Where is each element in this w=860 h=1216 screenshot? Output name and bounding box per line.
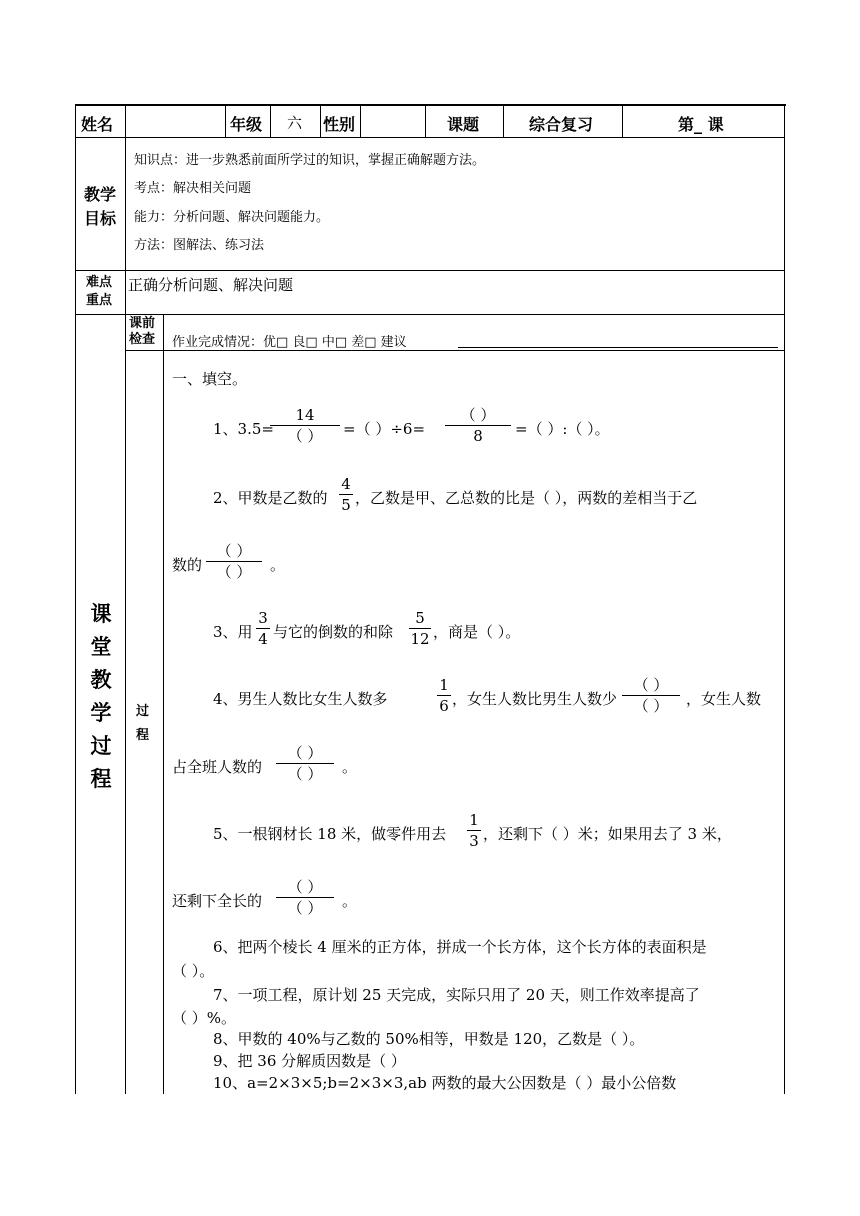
- q2-fraction-2: （ ） （ ）: [206, 542, 262, 581]
- goal-item: 知识点：进一步熟悉前面所学过的知识，掌握正确解题方法。: [134, 153, 486, 168]
- q2-text: 。: [270, 556, 286, 574]
- col-divider: [622, 104, 623, 137]
- grade-value: 六: [287, 114, 303, 132]
- q5-text: ，还剩下（ ）米；如果用去了 3 米，: [483, 825, 732, 843]
- topic-label: 课题: [447, 115, 480, 134]
- section-title: 一、填空。: [172, 370, 248, 388]
- q5-fraction-2: （ ） （ ）: [276, 878, 334, 917]
- q9-text: 9、把 36 分解质因数是（ ）: [213, 1052, 406, 1070]
- name-field[interactable]: [127, 106, 224, 136]
- goal-item: 方法：图解法、练习法: [134, 238, 265, 253]
- precheck-label: 课前 检查: [129, 316, 156, 347]
- q3-fraction-2: 5 12: [410, 609, 430, 648]
- grade-label: 年级: [230, 115, 263, 134]
- q4-text: ，女生人数: [686, 690, 762, 708]
- q1-fraction-1: 14 （ ）: [270, 406, 340, 445]
- col-divider: [125, 104, 126, 1094]
- q6-text: （ ）。: [172, 962, 215, 980]
- q4-text: 占全班人数的: [172, 758, 263, 776]
- col-divider: [270, 104, 271, 137]
- q2-text: 数的: [172, 556, 203, 574]
- q10-text: 10、a=2×3×5;b=2×3×3,ab 两数的最大公因数是（ ）最小公倍数: [213, 1074, 677, 1092]
- q2-fraction-1: 4 5: [339, 475, 353, 514]
- row-divider: [125, 350, 785, 351]
- goal-item: 考点：解决相关问题: [134, 181, 252, 196]
- process-main-label: 课 堂 教 学 过 程: [90, 602, 112, 791]
- table-border-left: [75, 104, 76, 1094]
- q7-text: （ ）%。: [172, 1009, 237, 1027]
- gender-label: 性别: [323, 115, 356, 134]
- topic-value: 综合复习: [529, 115, 594, 134]
- q4-text: 。: [342, 758, 358, 776]
- q3-fraction-1: 3 4: [256, 609, 270, 648]
- col-divider: [425, 104, 426, 137]
- suggestion-underline[interactable]: [458, 347, 778, 348]
- q2-text: 2、甲数是乙数的: [213, 489, 328, 507]
- q4-fraction-2: （ ） （ ）: [622, 676, 680, 715]
- q2-text: ，乙数是甲、乙总数的比是（ ），两数的差相当于乙: [355, 489, 698, 507]
- row-divider: [75, 137, 785, 138]
- goals-label: 教学 目标: [84, 185, 117, 228]
- q6-text: 6、把两个棱长 4 厘米的正方体，拼成一个长方体，这个长方体的表面积是: [213, 938, 707, 956]
- col-divider: [320, 104, 321, 137]
- table-border-right: [784, 104, 785, 1094]
- name-label: 姓名: [81, 115, 114, 134]
- col-divider: [163, 314, 164, 1094]
- row-divider: [75, 314, 785, 315]
- q4-fraction-3: （ ） （ ）: [276, 744, 334, 783]
- q3-text: 与它的倒数的和除: [273, 623, 394, 641]
- q7-text: 7、一项工程，原计划 25 天完成，实际只用了 20 天，则工作效率提高了: [213, 986, 700, 1004]
- col-divider: [225, 104, 226, 137]
- precheck-text: 作业完成情况：优□ 良□ 中□ 差□ 建议: [172, 335, 407, 350]
- q4-fraction-1: 1 6: [437, 676, 451, 715]
- gender-field[interactable]: [362, 106, 424, 136]
- q1-text: 1、3.5=: [213, 420, 274, 438]
- col-divider: [360, 104, 361, 137]
- q3-text: ，商是（ ）。: [433, 623, 521, 641]
- col-divider: [503, 104, 504, 137]
- q5-text: 还剩下全长的: [172, 892, 263, 910]
- q5-text: 5、一根钢材长 18 米，做零件用去: [213, 825, 447, 843]
- q5-text: 。: [342, 892, 358, 910]
- q5-fraction-1: 1 3: [467, 811, 481, 850]
- q4-text: ，女生人数比男生人数少: [452, 690, 618, 708]
- goal-item: 能力：分析问题、解决问题能力。: [134, 210, 330, 225]
- difficulty-value: 正确分析问题、解决问题: [128, 276, 294, 294]
- process-sub-label: 过 程: [136, 704, 150, 743]
- q3-text: 3、用: [213, 623, 253, 641]
- row-divider: [75, 270, 785, 271]
- q1-text: =（ ）:（ ）。: [515, 420, 610, 438]
- q8-text: 8、甲数的 40%与乙数的 50%相等，甲数是 120，乙数是（ ）。: [213, 1030, 645, 1048]
- q1-text: =（ ）÷6=: [343, 420, 426, 438]
- lesson-label: 第_ 课: [678, 115, 724, 134]
- q4-text: 4、男生人数比女生人数多: [213, 690, 388, 708]
- q1-fraction-2: （ ） 8: [445, 406, 511, 445]
- difficulty-label: 难点 重点: [86, 275, 113, 308]
